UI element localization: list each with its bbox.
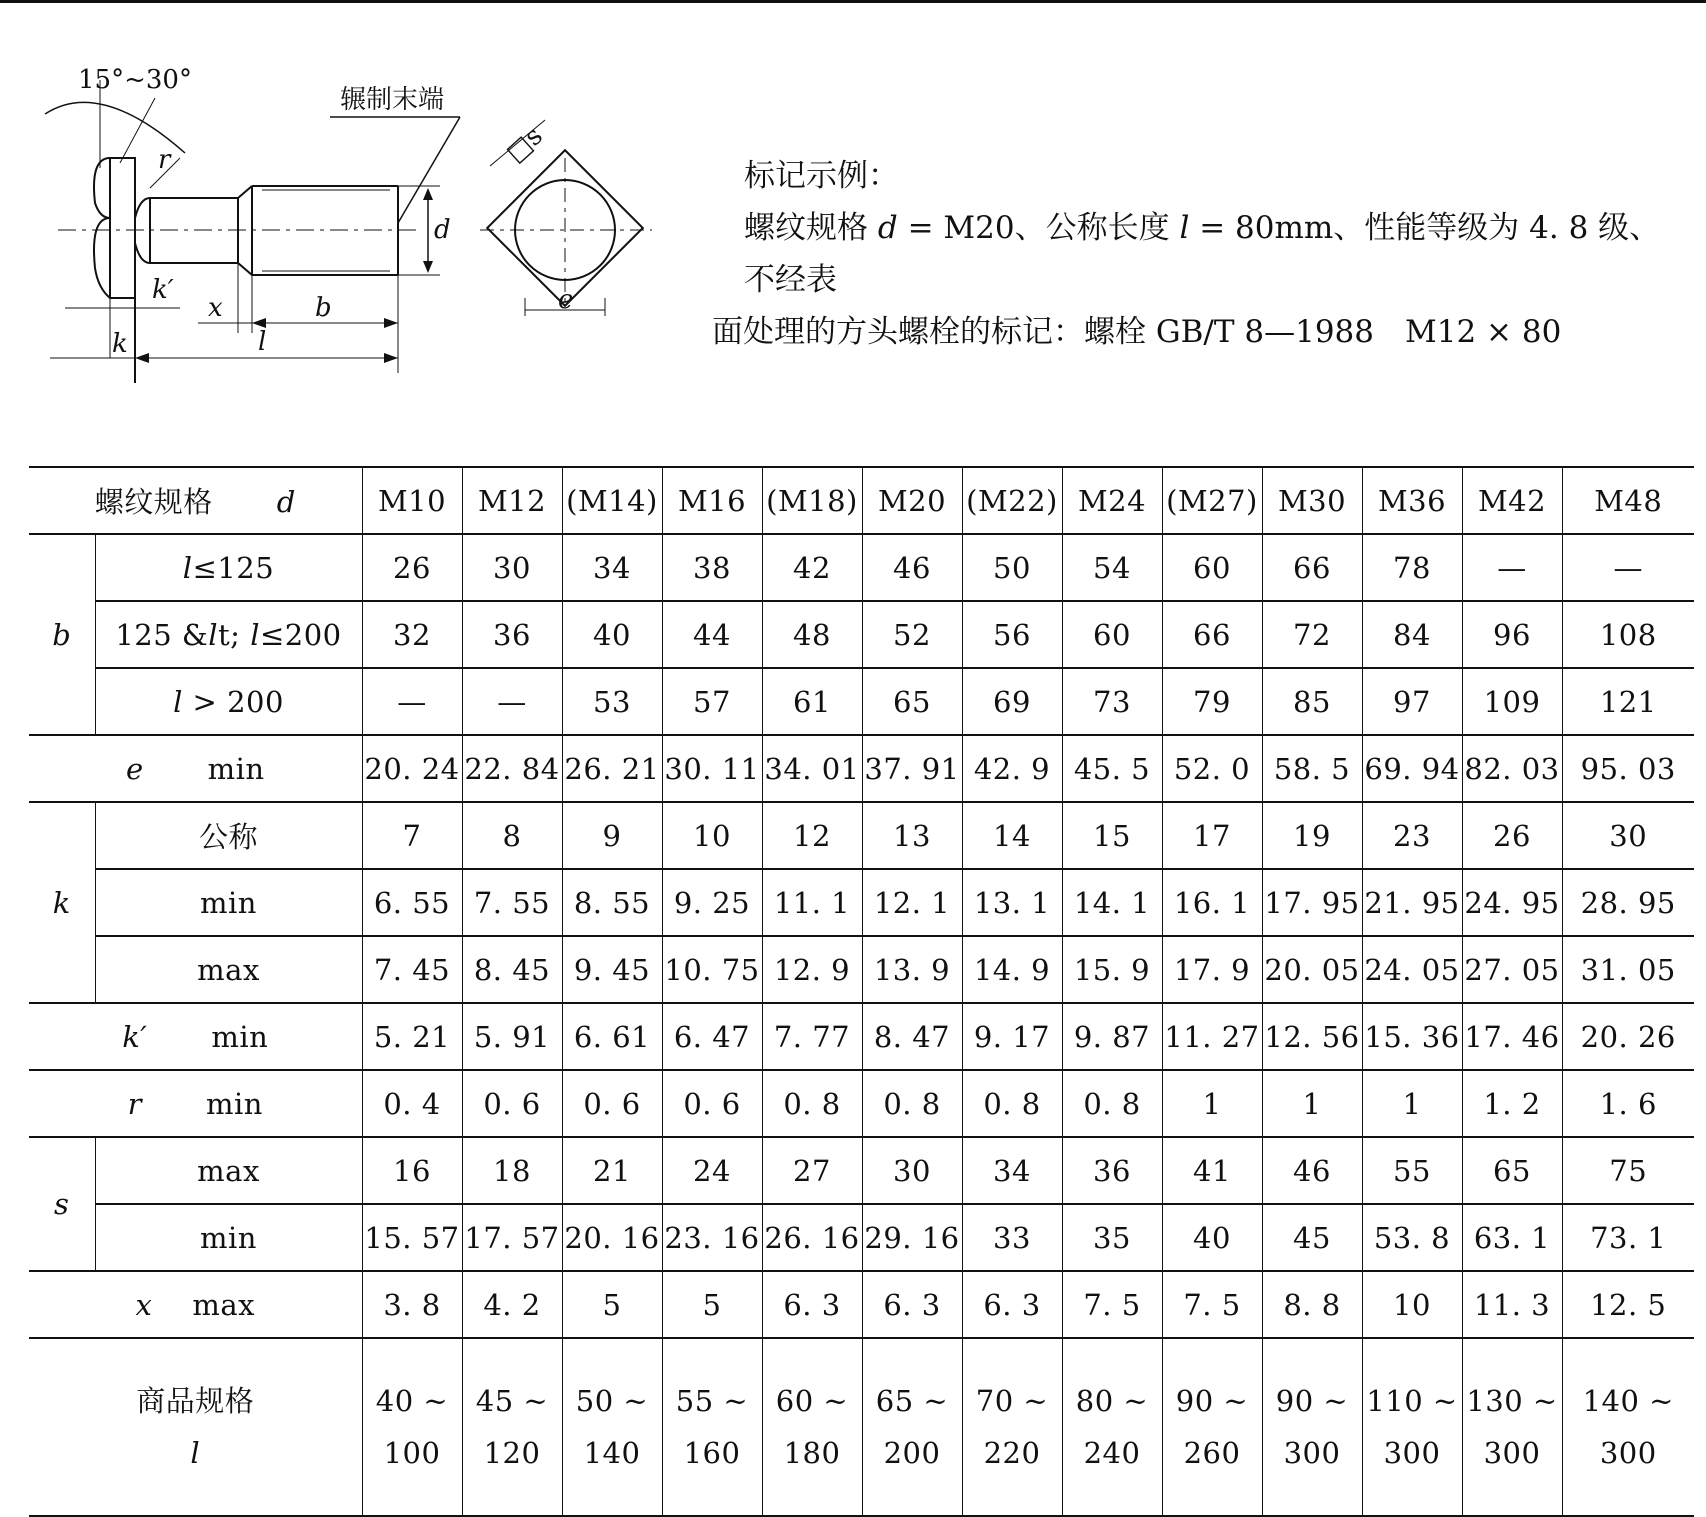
k-prime-value-cell: 9. 17: [962, 1003, 1062, 1070]
b-value-cell: 61: [762, 668, 862, 735]
s-value-cell: 55: [1362, 1137, 1462, 1204]
k-prime-value-cell: 5. 21: [362, 1003, 462, 1070]
s-value-cell: 20. 16: [562, 1204, 662, 1271]
r-value-cell: 0. 8: [1062, 1070, 1162, 1137]
k-value-cell: 8: [462, 802, 562, 869]
k-value-cell: 24. 95: [1462, 869, 1562, 936]
size-header-cell: (M18): [762, 467, 862, 534]
k-prime-value-cell: 6. 47: [662, 1003, 762, 1070]
s-value-cell: 30: [862, 1137, 962, 1204]
square-head-bolt-figure: [40, 58, 720, 388]
b-value-cell: —: [1562, 534, 1694, 601]
k-value-cell: 12. 1: [862, 869, 962, 936]
k-value-cell: 19: [1262, 802, 1362, 869]
s-qualifier-cell: min: [95, 1204, 362, 1271]
e-value-cell: 34. 01: [762, 735, 862, 802]
size-header-cell: M30: [1262, 467, 1362, 534]
top-rule: [0, 0, 1706, 3]
b-value-cell: 73: [1062, 668, 1162, 735]
r-value-cell: 1: [1162, 1070, 1262, 1137]
s-value-cell: 65: [1462, 1137, 1562, 1204]
commercial-label-cell: 商品规格 l: [29, 1338, 362, 1516]
b-label: b: [315, 293, 332, 323]
size-header-cell: M48: [1562, 467, 1694, 534]
e-value-cell: 82. 03: [1462, 735, 1562, 802]
b-value-cell: 52: [862, 601, 962, 668]
example-heading: 标记示例：: [744, 158, 899, 194]
b-value-cell: 32: [362, 601, 462, 668]
k-row: [29, 802, 1694, 869]
commercial-range-cell: 130 ~ 300: [1462, 1338, 1562, 1516]
e-value-cell: 52. 0: [1162, 735, 1262, 802]
k-value-cell: 16. 1: [1162, 869, 1262, 936]
k-value-cell: 21. 95: [1362, 869, 1462, 936]
r-label-cell: r min: [29, 1070, 362, 1137]
b-value-cell: 46: [862, 534, 962, 601]
b-value-cell: —: [362, 668, 462, 735]
k-value-cell: 26: [1462, 802, 1562, 869]
k-value-cell: 31. 05: [1562, 936, 1694, 1003]
x-label-cell: x max: [29, 1271, 362, 1338]
k-prime-value-cell: 9. 87: [1062, 1003, 1162, 1070]
e-label: e: [558, 285, 574, 315]
example-line-1: 螺纹规格 d = M20、公称长度 l = 80mm、性能等级为 4. 8 级、不经表: [744, 210, 1661, 298]
r-value-cell: 1: [1362, 1070, 1462, 1137]
x-value-cell: 12. 5: [1562, 1271, 1694, 1338]
e-value-cell: 30. 11: [662, 735, 762, 802]
k-value-cell: 30: [1562, 802, 1694, 869]
x-value-cell: 5: [562, 1271, 662, 1338]
s-value-cell: 21: [562, 1137, 662, 1204]
k-value-cell: 13. 1: [962, 869, 1062, 936]
commercial-length-row: [29, 1338, 1694, 1516]
k-value-cell: 10: [662, 802, 762, 869]
s-value-cell: 46: [1262, 1137, 1362, 1204]
k-row: [29, 936, 1694, 1003]
k-prime-value-cell: 12. 56: [1262, 1003, 1362, 1070]
b-value-cell: —: [1462, 534, 1562, 601]
x-value-cell: 11. 3: [1462, 1271, 1562, 1338]
k-prime-value-cell: 15. 36: [1362, 1003, 1462, 1070]
commercial-range-cell: 110 ~ 300: [1362, 1338, 1462, 1516]
x-value-cell: 6. 3: [762, 1271, 862, 1338]
b-value-cell: 40: [562, 601, 662, 668]
b-value-cell: 65: [862, 668, 962, 735]
r-row: [29, 1070, 1694, 1137]
b-value-cell: —: [462, 668, 562, 735]
e-value-cell: 26. 21: [562, 735, 662, 802]
s-row: [29, 1204, 1694, 1271]
b-value-cell: 36: [462, 601, 562, 668]
b-value-cell: 60: [1162, 534, 1262, 601]
k-value-cell: 15: [1062, 802, 1162, 869]
k-value-cell: 6. 55: [362, 869, 462, 936]
size-header-cell: M36: [1362, 467, 1462, 534]
s-row: [29, 1137, 1694, 1204]
k-qualifier-cell: max: [95, 936, 362, 1003]
size-header-cell: M12: [462, 467, 562, 534]
s-value-cell: 53. 8: [1362, 1204, 1462, 1271]
k-value-cell: 12. 9: [762, 936, 862, 1003]
commercial-range-cell: 65 ~ 200: [862, 1338, 962, 1516]
r-value-cell: 0. 6: [562, 1070, 662, 1137]
table-body: [29, 467, 1694, 1516]
b-value-cell: 48: [762, 601, 862, 668]
angle-label: 15°~30°: [78, 65, 192, 95]
e-value-cell: 69. 94: [1362, 735, 1462, 802]
x-value-cell: 6. 3: [962, 1271, 1062, 1338]
b-row: [29, 601, 1694, 668]
b-value-cell: 84: [1362, 601, 1462, 668]
x-label: x: [208, 293, 223, 323]
b-value-cell: 96: [1462, 601, 1562, 668]
x-row: [29, 1271, 1694, 1338]
l-label: l: [258, 327, 267, 357]
k-value-cell: 28. 95: [1562, 869, 1694, 936]
b-symbol-cell: b: [29, 534, 95, 735]
k-value-cell: 17. 95: [1262, 869, 1362, 936]
b-value-cell: 34: [562, 534, 662, 601]
k-value-cell: 17. 9: [1162, 936, 1262, 1003]
commercial-range-cell: 60 ~ 180: [762, 1338, 862, 1516]
commercial-range-cell: 45 ~ 120: [462, 1338, 562, 1516]
k-value-cell: 10. 75: [662, 936, 762, 1003]
b-row: [29, 534, 1694, 601]
x-value-cell: 7. 5: [1162, 1271, 1262, 1338]
k-value-cell: 13. 9: [862, 936, 962, 1003]
e-row: [29, 735, 1694, 802]
rolled-end-label: 辗制末端: [340, 85, 445, 115]
b-value-cell: 97: [1362, 668, 1462, 735]
e-value-cell: 42. 9: [962, 735, 1062, 802]
s-value-cell: 36: [1062, 1137, 1162, 1204]
b-value-cell: 44: [662, 601, 762, 668]
k-value-cell: 14. 1: [1062, 869, 1162, 936]
b-condition-cell: l≤125: [95, 534, 362, 601]
k-value-cell: 15. 9: [1062, 936, 1162, 1003]
b-value-cell: 69: [962, 668, 1062, 735]
b-row: [29, 668, 1694, 735]
k-value-cell: 12: [762, 802, 862, 869]
k-value-cell: 8. 55: [562, 869, 662, 936]
r-value-cell: 0. 8: [962, 1070, 1062, 1137]
s-value-cell: 18: [462, 1137, 562, 1204]
k-qualifier-cell: 公称: [95, 802, 362, 869]
k-value-cell: 9: [562, 802, 662, 869]
commercial-range-cell: 70 ~ 220: [962, 1338, 1062, 1516]
x-value-cell: 5: [662, 1271, 762, 1338]
k-symbol-cell: k: [29, 802, 95, 1003]
commercial-range-cell: 140 ~ 300: [1562, 1338, 1694, 1516]
x-value-cell: 4. 2: [462, 1271, 562, 1338]
bolt-dimension-table: [29, 466, 1694, 1517]
s-value-cell: 45: [1262, 1204, 1362, 1271]
b-value-cell: 57: [662, 668, 762, 735]
r-value-cell: 0. 8: [862, 1070, 962, 1137]
x-value-cell: 7. 5: [1062, 1271, 1162, 1338]
b-value-cell: 30: [462, 534, 562, 601]
commercial-range-cell: 80 ~ 240: [1062, 1338, 1162, 1516]
size-header-cell: (M27): [1162, 467, 1262, 534]
b-value-cell: 56: [962, 601, 1062, 668]
b-value-cell: 109: [1462, 668, 1562, 735]
b-condition-cell: l > 200: [95, 668, 362, 735]
s-value-cell: 41: [1162, 1137, 1262, 1204]
s-value-cell: 15. 57: [362, 1204, 462, 1271]
size-header-cell: (M22): [962, 467, 1062, 534]
k-prime-value-cell: 7. 77: [762, 1003, 862, 1070]
b-condition-cell: 125 &lt; l≤200: [95, 601, 362, 668]
b-value-cell: 85: [1262, 668, 1362, 735]
b-value-cell: 53: [562, 668, 662, 735]
size-header-cell: M24: [1062, 467, 1162, 534]
k-value-cell: 14: [962, 802, 1062, 869]
e-value-cell: 37. 91: [862, 735, 962, 802]
r-value-cell: 0. 8: [762, 1070, 862, 1137]
e-value-cell: 58. 5: [1262, 735, 1362, 802]
k-value-cell: 7. 55: [462, 869, 562, 936]
k-prime-label-cell: k′ min: [29, 1003, 362, 1070]
b-value-cell: 72: [1262, 601, 1362, 668]
commercial-range-cell: 90 ~ 260: [1162, 1338, 1262, 1516]
b-value-cell: 108: [1562, 601, 1694, 668]
b-value-cell: 66: [1262, 534, 1362, 601]
s-value-cell: 23. 16: [662, 1204, 762, 1271]
x-value-cell: 10: [1362, 1271, 1462, 1338]
r-label: r: [158, 145, 171, 175]
k-prime-value-cell: 20. 26: [1562, 1003, 1694, 1070]
r-value-cell: 1. 6: [1562, 1070, 1694, 1137]
s-value-cell: 16: [362, 1137, 462, 1204]
k-row: [29, 869, 1694, 936]
k-value-cell: 23: [1362, 802, 1462, 869]
k-value-cell: 8. 45: [462, 936, 562, 1003]
k-prime-row: [29, 1003, 1694, 1070]
b-value-cell: 79: [1162, 668, 1262, 735]
square-s-label: □s: [500, 120, 549, 169]
s-value-cell: 26. 16: [762, 1204, 862, 1271]
k-prime-value-cell: 6. 61: [562, 1003, 662, 1070]
r-value-cell: 0. 6: [662, 1070, 762, 1137]
x-value-cell: 6. 3: [862, 1271, 962, 1338]
size-header-cell: M10: [362, 467, 462, 534]
k-prime-value-cell: 8. 47: [862, 1003, 962, 1070]
k-value-cell: 11. 1: [762, 869, 862, 936]
k-value-cell: 7. 45: [362, 936, 462, 1003]
r-value-cell: 0. 6: [462, 1070, 562, 1137]
header-label-cell: 螺纹规格 d: [29, 467, 362, 534]
s-qualifier-cell: max: [95, 1137, 362, 1204]
s-value-cell: 24: [662, 1137, 762, 1204]
b-value-cell: 26: [362, 534, 462, 601]
k-value-cell: 13: [862, 802, 962, 869]
header-row: [29, 467, 1694, 534]
k-value-cell: 24. 05: [1362, 936, 1462, 1003]
bolt-drawing: [40, 58, 720, 388]
commercial-range-cell: 40 ~ 100: [362, 1338, 462, 1516]
s-symbol-cell: s: [29, 1137, 95, 1271]
b-value-cell: 38: [662, 534, 762, 601]
k-value-cell: 9. 45: [562, 936, 662, 1003]
e-value-cell: 22. 84: [462, 735, 562, 802]
s-value-cell: 17. 57: [462, 1204, 562, 1271]
b-value-cell: 50: [962, 534, 1062, 601]
k-prime-value-cell: 11. 27: [1162, 1003, 1262, 1070]
k-value-cell: 9. 25: [662, 869, 762, 936]
commercial-range-cell: 55 ~ 160: [662, 1338, 762, 1516]
k-prime-label: k′: [152, 275, 174, 305]
e-label-cell: e min: [29, 735, 362, 802]
r-value-cell: 0. 4: [362, 1070, 462, 1137]
r-value-cell: 1. 2: [1462, 1070, 1562, 1137]
b-value-cell: 42: [762, 534, 862, 601]
x-value-cell: 8. 8: [1262, 1271, 1362, 1338]
commercial-range-cell: 50 ~ 140: [562, 1338, 662, 1516]
s-value-cell: 33: [962, 1204, 1062, 1271]
size-header-cell: M42: [1462, 467, 1562, 534]
marking-example: [712, 150, 1682, 358]
k-value-cell: 7: [362, 802, 462, 869]
k-value-cell: 17: [1162, 802, 1262, 869]
k-value-cell: 20. 05: [1262, 936, 1362, 1003]
s-value-cell: 34: [962, 1137, 1062, 1204]
k-label: k: [112, 329, 128, 359]
b-value-cell: 121: [1562, 668, 1694, 735]
size-header-cell: (M14): [562, 467, 662, 534]
commercial-range-cell: 90 ~ 300: [1262, 1338, 1362, 1516]
r-value-cell: 1: [1262, 1070, 1362, 1137]
s-value-cell: 63. 1: [1462, 1204, 1562, 1271]
s-value-cell: 35: [1062, 1204, 1162, 1271]
s-value-cell: 27: [762, 1137, 862, 1204]
k-prime-value-cell: 17. 46: [1462, 1003, 1562, 1070]
d-label: d: [434, 215, 451, 245]
k-value-cell: 27. 05: [1462, 936, 1562, 1003]
b-value-cell: 60: [1062, 601, 1162, 668]
e-value-cell: 45. 5: [1062, 735, 1162, 802]
e-value-cell: 95. 03: [1562, 735, 1694, 802]
s-value-cell: 29. 16: [862, 1204, 962, 1271]
s-value-cell: 75: [1562, 1137, 1694, 1204]
s-value-cell: 40: [1162, 1204, 1262, 1271]
k-value-cell: 14. 9: [962, 936, 1062, 1003]
k-qualifier-cell: min: [95, 869, 362, 936]
size-header-cell: M16: [662, 467, 762, 534]
s-value-cell: 73. 1: [1562, 1204, 1694, 1271]
b-value-cell: 66: [1162, 601, 1262, 668]
e-value-cell: 20. 24: [362, 735, 462, 802]
b-value-cell: 78: [1362, 534, 1462, 601]
example-line-2: 面处理的方头螺栓的标记：螺栓 GB/T 8—1988 M12 × 80: [712, 314, 1562, 350]
size-header-cell: M20: [862, 467, 962, 534]
b-value-cell: 54: [1062, 534, 1162, 601]
x-value-cell: 3. 8: [362, 1271, 462, 1338]
k-prime-value-cell: 5. 91: [462, 1003, 562, 1070]
